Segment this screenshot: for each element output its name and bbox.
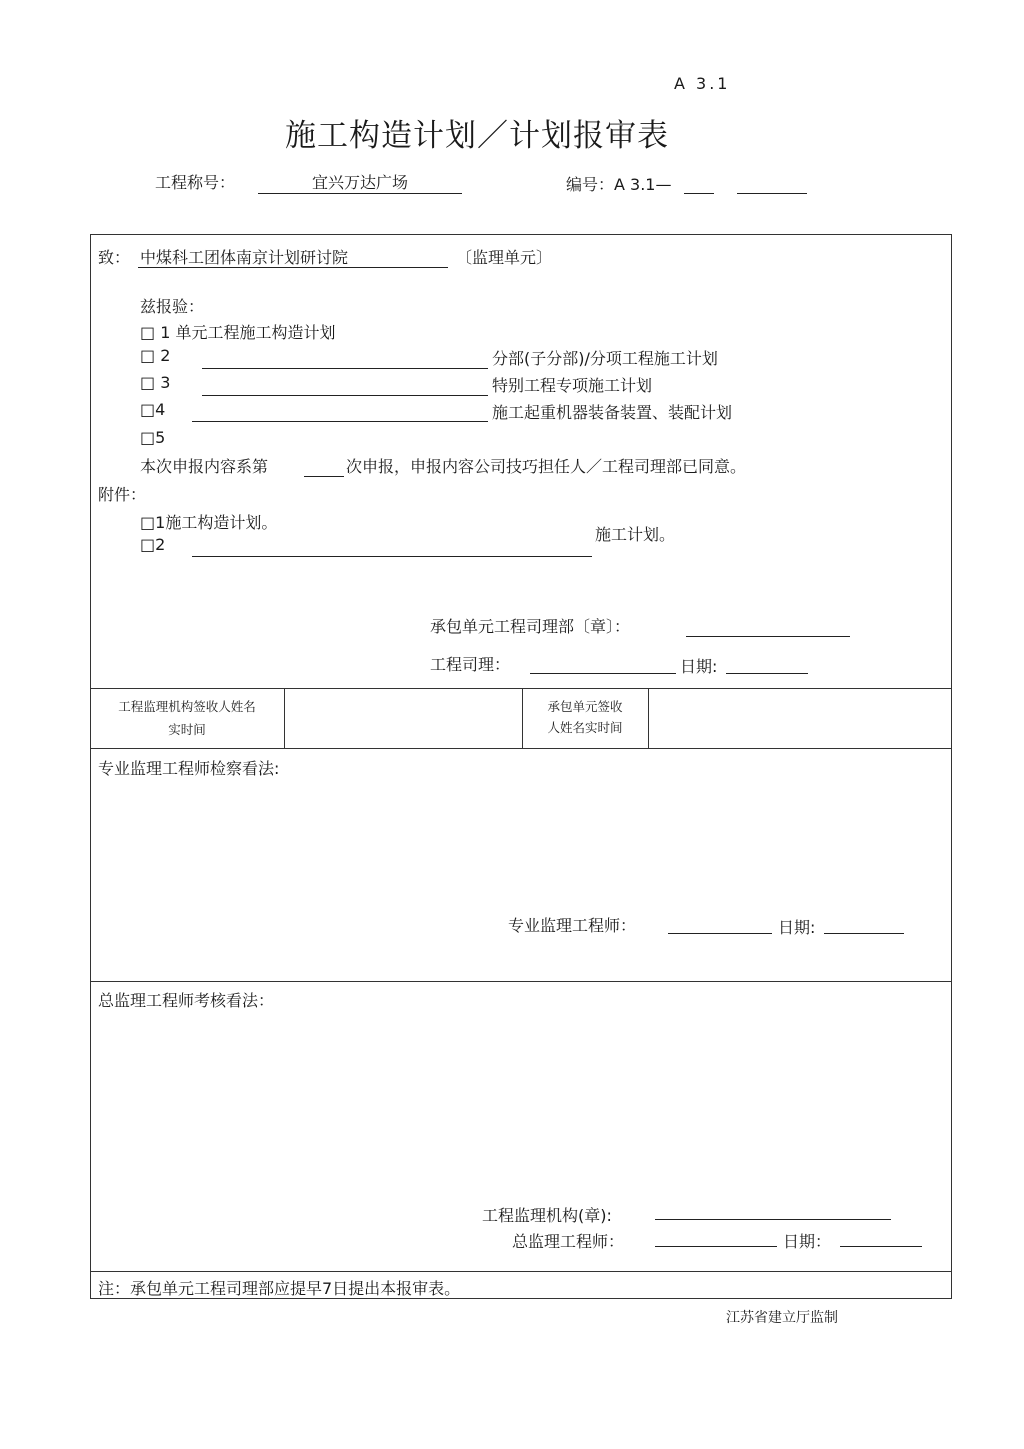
contractor-receiver-label-2: 人姓名实时间 bbox=[547, 720, 623, 735]
page-title: 施工构造计划／计划报审表 bbox=[285, 118, 669, 154]
contractor-receiver-field[interactable] bbox=[650, 690, 948, 746]
note: 注：承包单元工程司理部应提早7日提出本报审表。 bbox=[98, 1279, 461, 1298]
attachment-item-label: 施工构造计划。 bbox=[165, 513, 278, 532]
specialist-date-underline bbox=[824, 933, 904, 934]
checkbox-icon[interactable]: □ bbox=[140, 400, 156, 419]
report-item-num: 4 bbox=[155, 400, 166, 419]
report-item-num: 3 bbox=[160, 373, 171, 392]
report-item-4-underline bbox=[192, 421, 488, 422]
chief-opinion-area[interactable] bbox=[96, 1014, 944, 1194]
number-label: 编号：A 3.1— bbox=[566, 175, 672, 194]
supervisor-receiver-label: 工程监理机构签收人姓名 bbox=[118, 699, 256, 714]
supervisor-receiver-field[interactable] bbox=[286, 690, 520, 746]
project-name-underline bbox=[258, 193, 462, 194]
report-item-3-label: 特别工程专项施工计划 bbox=[492, 376, 653, 395]
checkbox-icon[interactable]: □ bbox=[140, 535, 156, 554]
attachment-item-1[interactable] bbox=[140, 510, 277, 533]
supervisor-receiver-label-2: 实时间 bbox=[168, 722, 206, 737]
checkbox-icon[interactable]: □ bbox=[140, 346, 156, 365]
specialist-opinion-label: 专业监理工程师检察看法: bbox=[98, 759, 280, 778]
divider bbox=[522, 688, 523, 749]
checkbox-icon[interactable]: □ bbox=[140, 428, 156, 447]
divider bbox=[648, 688, 649, 749]
report-item-num: 2 bbox=[160, 346, 171, 365]
form-code: A 3.1 bbox=[674, 74, 731, 93]
checkbox-icon[interactable]: □ bbox=[140, 373, 156, 392]
report-item-3-underline bbox=[202, 395, 488, 396]
checkbox-icon[interactable]: □ bbox=[140, 513, 156, 532]
chief-date-label: 日期： bbox=[783, 1232, 832, 1251]
report-intro: 兹报验： bbox=[140, 297, 205, 316]
attachments-label: 附件： bbox=[98, 485, 147, 504]
number-underline-1 bbox=[684, 193, 714, 194]
issuer: 江苏省建立厅监制 bbox=[726, 1310, 838, 1326]
chief-sign-label: 总监理工程师： bbox=[512, 1232, 625, 1251]
project-label: 工程称号： bbox=[155, 173, 236, 192]
contractor-dept-underline bbox=[686, 636, 850, 637]
divider bbox=[90, 748, 951, 749]
attachment-item-num: 1 bbox=[155, 513, 166, 532]
report-item-1[interactable] bbox=[140, 320, 336, 343]
divider bbox=[90, 1271, 951, 1272]
chief-date-underline bbox=[840, 1246, 922, 1247]
contractor-date-label: 日期: bbox=[680, 657, 718, 676]
divider bbox=[90, 688, 951, 689]
report-item-label: 单元工程施工构造计划 bbox=[175, 323, 336, 342]
submission-prefix: 本次申报内容系第 bbox=[140, 457, 269, 476]
report-item-4[interactable] bbox=[140, 400, 165, 419]
report-item-2-label: 分部(子分部)/分项工程施工计划 bbox=[492, 349, 718, 368]
checkbox-icon[interactable]: □ bbox=[140, 323, 156, 342]
contractor-manager-underline bbox=[530, 673, 676, 674]
contractor-receiver-label: 承包单元签收 bbox=[547, 699, 623, 714]
contractor-manager-label: 工程司理： bbox=[430, 655, 511, 674]
contractor-date-underline bbox=[726, 673, 808, 674]
number-underline-2 bbox=[737, 193, 807, 194]
report-item-2-underline bbox=[202, 368, 488, 369]
contractor-dept-label: 承包单元工程司理部〔章〕： bbox=[430, 617, 631, 636]
project-name: 宜兴万达广场 bbox=[311, 173, 408, 192]
specialist-opinion-area[interactable] bbox=[96, 782, 944, 902]
divider bbox=[284, 688, 285, 749]
attachment-item-2-label: 施工计划。 bbox=[595, 525, 676, 544]
to-prefix: 致： bbox=[98, 248, 131, 267]
specialist-sign-underline bbox=[668, 933, 772, 934]
report-item-5[interactable] bbox=[140, 428, 165, 447]
chief-org-underline bbox=[655, 1219, 891, 1220]
divider bbox=[90, 981, 951, 982]
report-item-2[interactable] bbox=[140, 346, 170, 365]
submission-count-underline bbox=[304, 476, 344, 477]
report-item-num: 1 bbox=[160, 323, 171, 342]
to-org: 中煤科工团体南京计划研讨院 bbox=[140, 248, 349, 267]
to-org-underline bbox=[138, 267, 448, 268]
chief-org-label: 工程监理机构(章): bbox=[482, 1206, 612, 1225]
to-suffix: 〔监理单元〕 bbox=[456, 248, 553, 267]
specialist-date-label: 日期: bbox=[778, 918, 816, 937]
attachment-item-2-underline bbox=[192, 556, 592, 557]
chief-sign-underline bbox=[655, 1246, 777, 1247]
submission-suffix: 次申报，申报内容公司技巧担任人／工程司理部已同意。 bbox=[346, 457, 747, 476]
attachment-item-num: 2 bbox=[155, 535, 166, 554]
report-item-3[interactable] bbox=[140, 373, 170, 392]
attachment-item-2[interactable] bbox=[140, 535, 165, 554]
chief-opinion-label: 总监理工程师考核看法： bbox=[98, 991, 275, 1010]
report-item-num: 5 bbox=[155, 428, 166, 447]
specialist-sign-label: 专业监理工程师： bbox=[508, 916, 637, 935]
report-item-4-label: 施工起重机器装备装置、装配计划 bbox=[492, 403, 733, 422]
